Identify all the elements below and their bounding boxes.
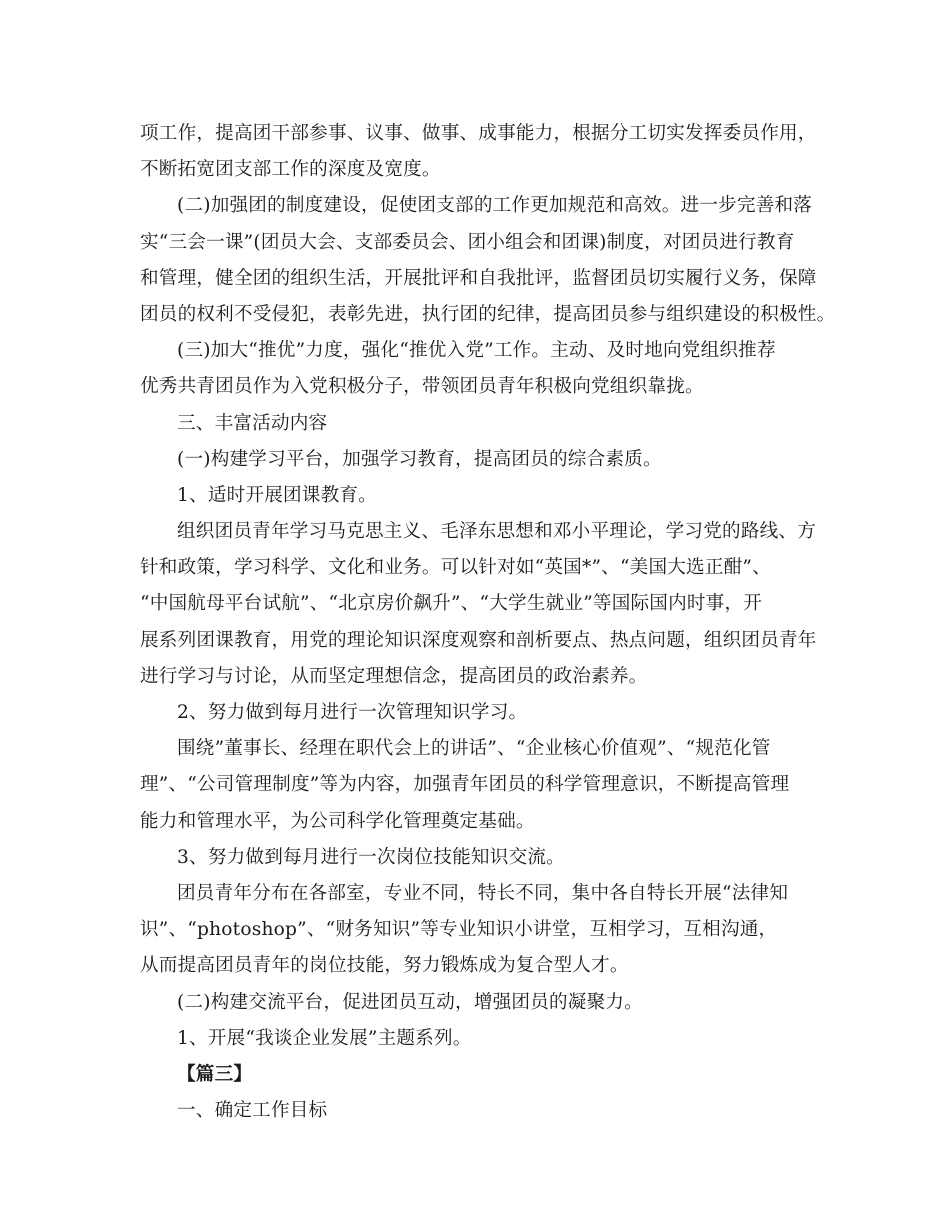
text-line: 进行学习与讨论，从而坚定理想信念，提高团员的政治素养。 xyxy=(140,665,648,687)
text-line: “中国航母平台试航”、“北京房价飙升”、“大学生就业”等国际国内时事，开 xyxy=(140,593,763,615)
text-line: 2、努力做到每月进行一次管理知识学习。 xyxy=(177,702,528,723)
text-line: 展系列团课教育，用党的理论知识深度观察和剖析要点、热点问题，组织团员青年 xyxy=(140,629,817,651)
text-line: 识”、“photoshop”、“财务知识”等专业知识小讲堂，互相学习，互相沟通， xyxy=(140,919,778,941)
text-line: 三、丰富活动内容 xyxy=(177,412,328,434)
text-line: (二)构建交流平台，促进团员互动，增强团员的凝聚力。 xyxy=(177,991,643,1013)
text-line: 一、确定工作目标 xyxy=(177,1100,328,1122)
text-line: 和管理，健全团的组织生活，开展批评和自我批评，监督团员切实履行义务，保障 xyxy=(140,267,817,289)
text-line: 1、适时开展团课教育。 xyxy=(177,484,377,506)
text-line: 1、开展“我谈企业发展”主题系列。 xyxy=(177,1027,472,1049)
text-line: 不断拓宽团支部工作的深度及宽度。 xyxy=(140,159,441,181)
text-line: (一)构建学习平台，加强学习教育，提高团员的综合素质。 xyxy=(177,448,662,470)
text-line: 针和政策，学习科学、文化和业务。可以针对如“英国*”、“美国大选正酣”、 xyxy=(140,557,771,579)
text-line: 优秀共青团员作为入党积极分子，带领团员青年积极向党组织靠拢。 xyxy=(140,376,704,398)
text-line: 团员青年分布在各部室，专业不同，特长不同，集中各自特长开展“法律知 xyxy=(177,882,789,904)
text-line: 理”、“公司管理制度”等为内容，加强青年团员的科学管理意识，不断提高管理 xyxy=(140,774,790,796)
text-line: (三)加大“推优”力度，强化“推优入党”工作。主动、及时地向党组织推荐 xyxy=(177,340,776,362)
text-line: 围绕”董事长、经理在职代会上的讲话”、“企业核心价值观”、“规范化管 xyxy=(177,738,771,760)
text-line: 组织团员青年学习马克思主义、毛泽东思想和邓小平理论，学习党的路线、方 xyxy=(177,521,816,543)
text-line: 能力和管理水平，为公司科学化管理奠定基础。 xyxy=(140,810,535,832)
text-line: 3、努力做到每月进行一次岗位技能知识交流。 xyxy=(177,846,565,868)
text-line: 团员的权利不受侵犯，表彰先进，执行团的纪律，提高团员参与组织建设的积极性。 xyxy=(140,303,836,325)
text-line: (二)加强团的制度建设，促使团支部的工作更加规范和高效。进一步完善和落 xyxy=(177,195,813,217)
text-line: 从而提高团员青年的岗位技能，努力锻炼成为复合型人才。 xyxy=(140,955,629,977)
text-line: 项工作，提高团干部参事、议事、做事、成事能力，根据分工切实发挥委员作用， xyxy=(140,123,817,144)
document-body xyxy=(140,116,836,1129)
text-line: 实“三会一课”(团员大会、支部委员会、团小组会和团课)制度，对团员进行教育 xyxy=(140,231,795,253)
section-heading: 【篇三】 xyxy=(177,1063,253,1085)
